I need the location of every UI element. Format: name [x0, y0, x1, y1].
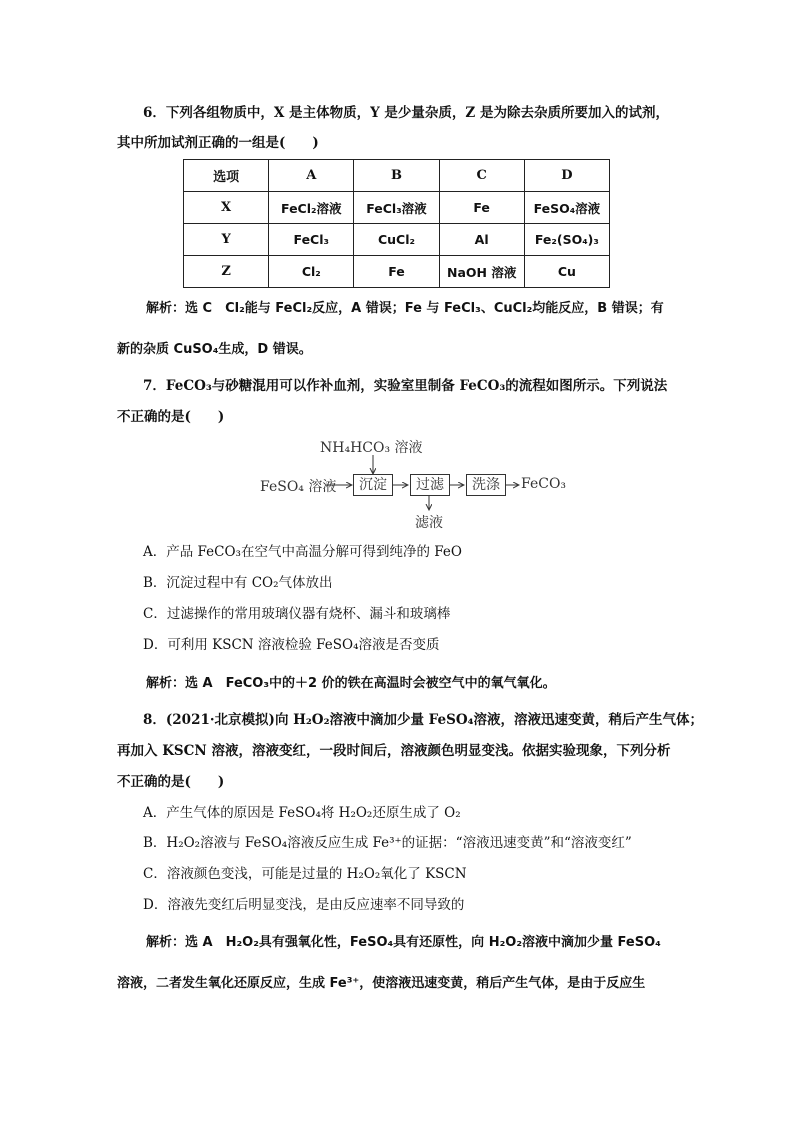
q8-option-c: C．溶液颜色变浅，可能是过量的 H₂O₂氧化了 KSCN	[143, 866, 467, 882]
table-cell: Cu	[524, 256, 609, 288]
table-cell: Cl₂	[269, 256, 354, 288]
q6-answer-line-2: 新的杂质 CuSO₄生成，D 错误。	[117, 342, 312, 357]
table-cell: Fe₂(SO₄)₃	[524, 224, 609, 256]
q6-answer-line-1: 解析：选 C Cl₂能与 FeCl₂反应，A 错误；Fe 与 FeCl₃、CuCl₂均能反应，B 错误；有	[146, 301, 664, 316]
table-cell: CuCl₂	[354, 224, 439, 256]
table-row	[184, 192, 610, 224]
flow-reagent-label: NH₄HCO₃ 溶液	[320, 440, 423, 456]
table-cell: FeCl₂溶液	[269, 192, 354, 224]
table-cell: X	[184, 192, 269, 224]
q7-answer: 解析：选 A FeCO₃中的＋2 价的铁在高温时会被空气中的氧气氧化。	[146, 676, 556, 691]
table-cell: Fe	[354, 256, 439, 288]
table-row	[184, 256, 610, 288]
table-row	[184, 224, 610, 256]
table-cell: FeCl₃	[269, 224, 354, 256]
table-cell: Z	[184, 256, 269, 288]
table-cell: FeCl₃溶液	[354, 192, 439, 224]
q8-answer-line-2: 溶液，二者发生氧化还原反应，生成 Fe³⁺，使溶液迅速变黄，稍后产生气体，是由于反应生	[117, 976, 646, 991]
q6-stem-line-1: 6．下列各组物质中，X 是主体物质，Y 是少量杂质，Z 是为除去杂质所要加入的试剂，	[143, 105, 669, 121]
table-cell: Y	[184, 224, 269, 256]
q7-stem-line-2: 不正确的是( )	[117, 409, 225, 425]
table-row	[184, 160, 610, 192]
table-cell: Al	[439, 224, 524, 256]
table-cell: Fe	[439, 192, 524, 224]
q7-option-d: D．可利用 KSCN 溶液检验 FeSO₄溶液是否变质	[143, 637, 440, 653]
q8-option-b: B．H₂O₂溶液与 FeSO₄溶液反应生成 Fe³⁺的证据：“溶液迅速变黄”和“溶液变红”	[143, 835, 632, 851]
table-header-cell: 选项	[184, 160, 269, 192]
flow-step-precipitate: 沉淀	[353, 474, 393, 496]
q7-flow-diagram	[255, 434, 575, 534]
q7-option-b: B．沉淀过程中有 CO₂气体放出	[143, 575, 333, 591]
q7-option-c: C．过滤操作的常用玻璃仪器有烧杯、漏斗和玻璃棒	[143, 606, 451, 622]
flow-product-label: FeCO₃	[521, 476, 567, 492]
flow-start-label: FeSO₄ 溶液	[260, 479, 337, 495]
table-header-cell: A	[269, 160, 354, 192]
table-header-cell: D	[524, 160, 609, 192]
q8-option-a: A．产生气体的原因是 FeSO₄将 H₂O₂还原生成了 O₂	[143, 805, 461, 821]
flow-step-wash: 洗涤	[466, 474, 506, 496]
table-cell: FeSO₄溶液	[524, 192, 609, 224]
q8-option-d: D．溶液先变红后明显变浅，是由反应速率不同导致的	[143, 897, 465, 913]
q8-stem-line-1: 8．(2021·北京模拟)向 H₂O₂溶液中滴加少量 FeSO₄溶液，溶液迅速变黄，稍后产生气体；	[143, 712, 704, 728]
table-header-cell: C	[439, 160, 524, 192]
flow-byproduct-label: 滤液	[415, 515, 443, 531]
q7-option-a: A．产品 FeCO₃在空气中高温分解可得到纯净的 FeO	[143, 544, 462, 560]
q7-stem-line-1: 7．FeCO₃与砂糖混用可以作补血剂，实验室里制备 FeCO₃的流程如图所示。下列说法	[143, 378, 668, 394]
q8-stem-line-2: 再加入 KSCN 溶液，溶液变红，一段时间后，溶液颜色明显变浅。依据实验现象，下列分析	[117, 743, 671, 759]
q6-options-table	[183, 159, 610, 288]
table-cell: NaOH 溶液	[439, 256, 524, 288]
q6-stem-line-2: 其中所加试剂正确的一组是( )	[117, 135, 319, 151]
q8-stem-line-3: 不正确的是( )	[117, 774, 225, 790]
table-header-cell: B	[354, 160, 439, 192]
q8-answer-line-1: 解析：选 A H₂O₂具有强氧化性，FeSO₄具有还原性，向 H₂O₂溶液中滴加少量 FeSO₄	[146, 935, 661, 950]
flow-step-filter: 过滤	[410, 474, 450, 496]
